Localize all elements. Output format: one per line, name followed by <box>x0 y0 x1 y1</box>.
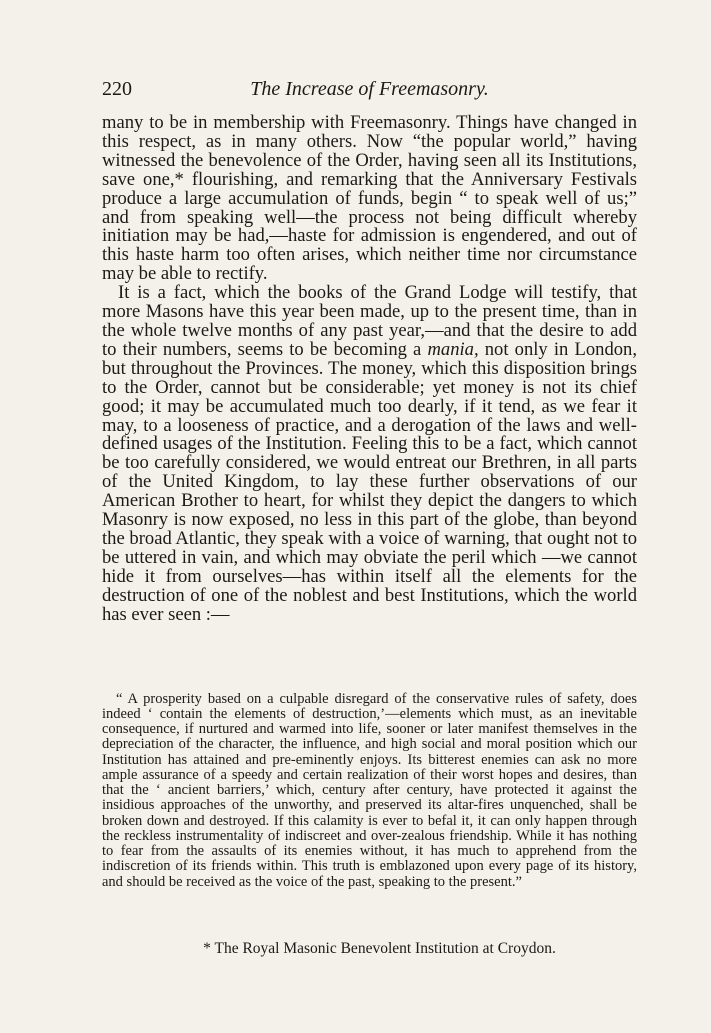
paragraph-2-emphasis: mania, <box>427 338 479 360</box>
paragraph-2 <box>102 284 637 624</box>
body-text <box>102 114 637 624</box>
page-header <box>102 78 637 102</box>
running-title: The Increase of Freemasonry. <box>250 78 489 100</box>
block-quotation: “ A prosperity based on a culpable disregard of the conservative rules of safety, does indeed ‘ contain the elements of destruction,’—elements which must, as an inevitable consequence, if nurtured and warmed into life, sooner or later manifest themselves in the depreciation of the character, the influence, and high social and moral position which our Institution has attained and pre-eminently enjoys. Its bitterest enemies can ask no more ample assurance of a speedy and certain realization of their worst hopes and desires, than that the ‘ ancient barriers,’ which, century after century, have protected it against the insidious approaches of the unworthy, and preserved its altar-fires unquenched, shall be broken down and destroyed. If this calamity is ever to befal it, it can only happen through the reckless instrumentality of indiscreet and over-zealous friendship. While it has nothing to fear from the assaults of its enemies without, it has much to apprehend from the indiscretion of its friends within. This truth is emblazoned upon every page of its history, and should be received as the voice of the past, speaking to the present.” <box>102 690 637 890</box>
footnote-text: * The Royal Masonic Benevolent Institution at Croydon. <box>203 940 556 957</box>
paragraph-1: many to be in membership with Freemasonry. Things have changed in this respect, as in many others. Now “the popular world,” having witnessed the benevolence of the Order, having seen all its Institutions, save one,* flourishing, and remarking that the Anniversary Festivals produce a large accumulation of funds, begin “ to speak well of us;” and from speaking well—the process not being difficult whereby initiation may be had,—haste for admission is engendered, and out of this haste harm too often arises, which neither time nor circumstance may be able to rectify. <box>102 112 637 285</box>
footnote <box>102 940 637 958</box>
paragraph-2-start: It is a fact, which the books of the Grand Lodge will testify, that more Masons have this year been made, up to the present time, than in the whole twelve months of any past year,—and that the desire to add to their numbers, seems to be becoming a <box>102 282 637 360</box>
paragraph-2-end: not only in London, but throughout the Provinces. The money, which this disposition brings to the Order, cannot but be considerable; yet money is not its chief good; it may be accumulated much too dearly, if it tend, as we fear it may, to a looseness of practice, and a derogation of the laws and well-defined usages of the Institution. Feeling this to be a fact, which cannot be too carefully considered, we would entreat our Brethren, in all parts of the United Kingdom, to lay these further observations of our American Brother to heart, for whilst they depict the dangers to which Masonry is now exposed, no less in this part of the globe, than beyond the broad Atlantic, they speak with a voice of warning, that ought not to be uttered in vain, and which may obviate the peril which —we cannot hide it from ourselves—has within itself all the elements for the destruction of one of the noblest and best Institutions, which the world has ever seen :— <box>102 338 637 625</box>
page-number: 220 <box>102 78 132 100</box>
